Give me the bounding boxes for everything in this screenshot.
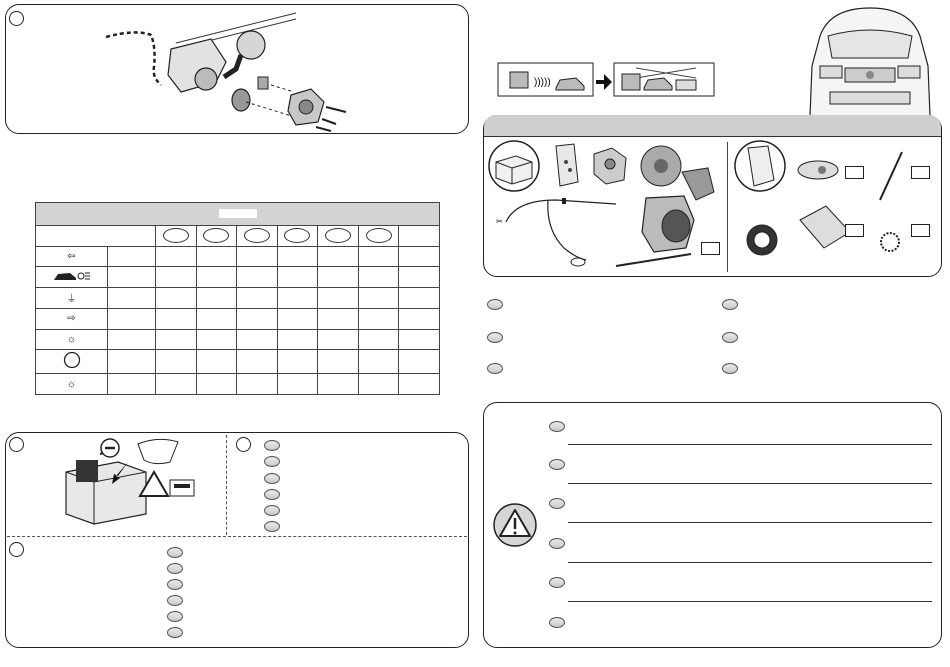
table-row (36, 267, 440, 288)
warning-triangle-icon (492, 502, 538, 548)
kit-divider (727, 142, 728, 272)
step-list-bullet (167, 547, 183, 558)
table-title (36, 203, 440, 226)
towing-diagram (496, 60, 716, 100)
kit-list-bullet (487, 332, 503, 343)
towbar-mounting-illustration (96, 7, 476, 133)
part-number-box (701, 242, 720, 255)
step-list-bullet (167, 579, 183, 590)
table-title-box (219, 209, 257, 218)
kit-list-bullet (722, 299, 738, 310)
tail-light-icon (52, 274, 92, 285)
step-list-bullet (167, 611, 183, 622)
check-list-bullet (264, 473, 280, 484)
left-indicator-icon: ⇦ (67, 250, 76, 262)
warning-separator (568, 522, 932, 523)
fog-light-icon: ☼ (66, 378, 77, 390)
step-circle (9, 437, 24, 452)
pin-header-row (36, 225, 440, 246)
step-circle (9, 542, 24, 557)
step-list-bullet (167, 595, 183, 606)
check-list-bullet (264, 489, 280, 500)
table-row (36, 246, 440, 267)
kit-list-bullet (722, 332, 738, 343)
warning-list-bullet (549, 421, 565, 432)
kit-list-bullet (487, 299, 503, 310)
battery-disconnect-illustration (58, 436, 198, 528)
blank-circle-icon (63, 361, 81, 372)
step-circle (9, 11, 24, 26)
warning-separator (568, 562, 932, 563)
check-list-bullet (264, 505, 280, 516)
pin-oval (244, 228, 270, 243)
car-illustration (800, 6, 940, 118)
part-number-box (911, 224, 930, 237)
kit-parts-header (484, 115, 941, 137)
wiring-table (35, 202, 440, 395)
svg-text:))))): ))))) (534, 77, 551, 88)
check-list-bullet (264, 456, 280, 467)
step-list-bullet (167, 627, 183, 638)
table-row (36, 308, 440, 329)
warning-list-bullet (549, 538, 565, 549)
table-row (36, 350, 440, 374)
brake-light-icon: ☼ (66, 333, 77, 345)
part-number-box (911, 166, 930, 179)
panel-divider-horizontal (7, 536, 467, 537)
warning-separator (568, 444, 932, 445)
warning-panel (483, 402, 942, 648)
mounting-panel (5, 4, 469, 134)
pin-oval (325, 228, 351, 243)
panel-divider-vertical (226, 435, 227, 535)
svg-text:✂: ✂ (496, 217, 503, 226)
table-row (36, 374, 440, 395)
warning-list-bullet (549, 617, 565, 628)
ground-icon: ⏚ (66, 294, 77, 306)
warning-separator (568, 601, 932, 602)
right-indicator-icon: ⇨ (67, 313, 76, 325)
part-number-box (845, 166, 864, 179)
table-row (36, 329, 440, 350)
step-list-bullet (167, 563, 183, 574)
warning-list-bullet (549, 498, 565, 509)
pin-oval (203, 228, 229, 243)
table-row (36, 288, 440, 309)
check-list-bullet (264, 440, 280, 451)
warning-separator (568, 483, 932, 484)
kit-list-bullet (487, 363, 503, 374)
pin-oval (163, 228, 189, 243)
kit-parts-illustration-right (730, 140, 940, 270)
pin-oval (284, 228, 310, 243)
kit-parts-illustration (486, 140, 726, 270)
pin-oval (366, 228, 392, 243)
warning-list-bullet (549, 459, 565, 470)
step-circle (236, 437, 251, 452)
warning-list-bullet (549, 577, 565, 588)
part-number-box (845, 224, 864, 237)
check-list-bullet (264, 521, 280, 532)
kit-list-bullet (722, 363, 738, 374)
